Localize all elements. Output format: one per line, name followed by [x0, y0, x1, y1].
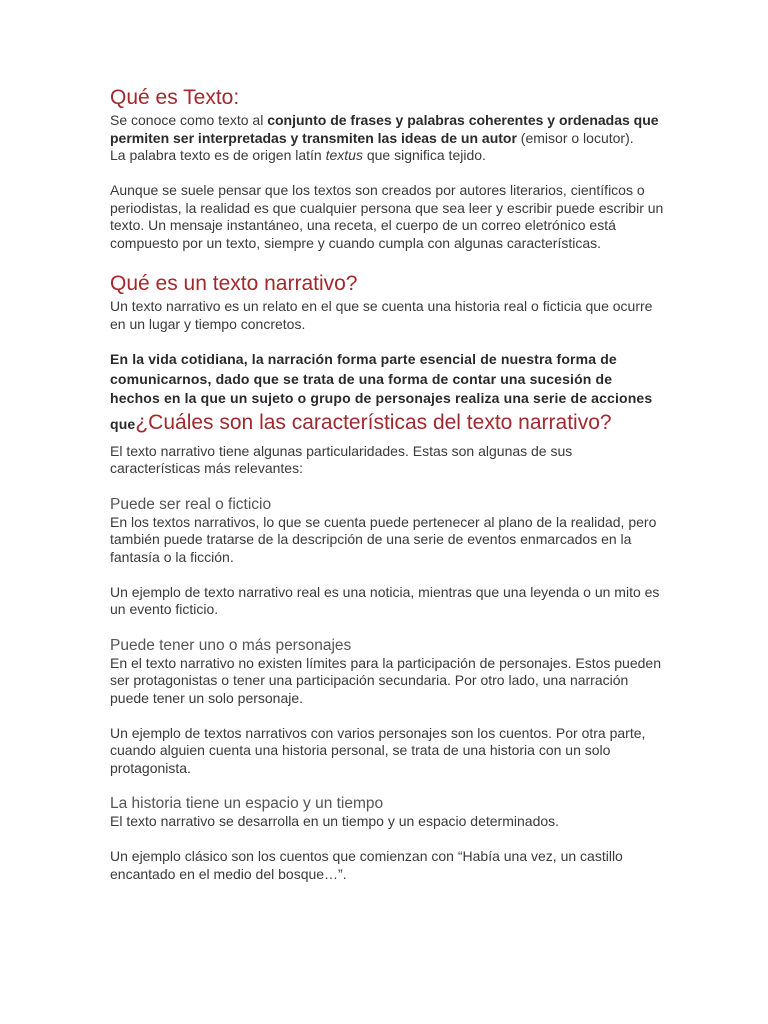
origin-intro: La palabra texto es de origen latín [110, 147, 326, 163]
document-body [110, 84, 666, 883]
paragraph-characteristics-intro: El texto narrativo tiene algunas particularidades. Estas son algunas de sus características más relevantes: [110, 442, 573, 476]
paragraph-real-ficticio: En los textos narrativos, lo que se cuenta puede pertenecer al plano de la realidad, pero también puede tratarse de la descripción de una serie de eventos enmarcados en la fantasía o la ficción. [110, 513, 657, 565]
heading-que-es-texto: Qué es Texto: [110, 86, 240, 109]
paragraph-authors: Aunque se suele pensar que los textos son creados por autores literarios, científicos o periodistas, la realidad es que cualquier persona que sea leer y escribir puede escribir un texto. Un mensaje instantáneo, una receta, el cuerpo de un correo eletrónico está compuesto por un texto, siempre y cuando cumpla con algunas características. [110, 182, 664, 251]
definition-end: (emisor o locutor). [516, 129, 634, 146]
origin-italic-word: textus [325, 147, 363, 163]
paragraph-origin [110, 147, 666, 165]
paragraph-daily-life [110, 350, 666, 437]
heading-caracteristicas: ¿Cuáles son las características del texto narrativo? [135, 410, 612, 434]
origin-end: que significa tejido. [362, 147, 486, 163]
daily-life-bold: En la vida cotidiana, la narración forma parte esencial de nuestra forma de comunicarnos, dado que se trata de una forma de contar una sucesión de hechos en la que un sujeto o grupo de personajes realiza una serie de acciones que [110, 351, 653, 432]
paragraph-personajes-example: Un ejemplo de textos narrativos con varios personajes son los cuentos. Por otra parte, cuando alguien cuenta una historia personal, se trata de una historia con un solo protagonista. [110, 724, 646, 776]
subheading-espacio-tiempo: La historia tiene un espacio y un tiempo [110, 795, 384, 812]
heading-texto-narrativo: Qué es un texto narrativo? [110, 272, 358, 295]
definition-bold: conjunto de frases y palabras coherentes y ordenadas que permiten ser interpretadas y transmiten las ideas de un autor [110, 112, 659, 146]
subheading-personajes: Puede tener uno o más personajes [110, 636, 352, 654]
paragraph-personajes: En el texto narrativo no existen límites para la participación de personajes. Estos pueden ser protagonistas o tener una participación secundaria. Por otro lado, una narración puede tener un solo personaje. [110, 654, 661, 706]
paragraph-espacio-tiempo: El texto narrativo se desarrolla en un tiempo y un espacio determinados. [110, 813, 560, 829]
paragraph-definition [110, 112, 666, 147]
subheading-real-ficticio: Puede ser real o ficticio [110, 495, 272, 513]
paragraph-narrative-definition: Un texto narrativo es un relato en el que se cuenta una historia real o ficticia que ocurre en un lugar y tiempo concretos. [110, 298, 653, 332]
definition-intro: Se conoce como texto al [110, 112, 268, 128]
paragraph-espacio-tiempo-example: Un ejemplo clásico son los cuentos que comienzan con “Había una vez, un castillo encantado en el medio del bosque…”. [110, 848, 623, 882]
paragraph-real-ficticio-example: Un ejemplo de texto narrativo real es una noticia, mientras que una leyenda o un mito es un evento ficticio. [110, 583, 660, 617]
